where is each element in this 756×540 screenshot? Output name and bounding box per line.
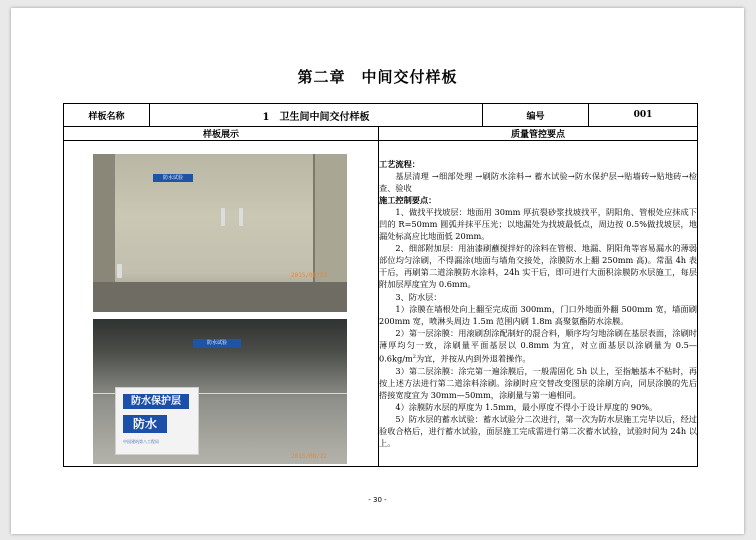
process-text: 基层清理 →细部处理 →刷防水涂料→ 蓄水试验→防水保护层→贴墙砖→贴地砖→检查、验收 [379,170,697,193]
waterproof-sign: 防水 [123,415,167,433]
document-page [11,8,744,534]
photo-cell [64,141,379,467]
sample-name-label: 样板名称 [64,104,150,127]
sample-board-table [63,103,698,467]
waterproof-test-sign: 防水试验 [153,174,193,182]
number-label: 编号 [483,104,589,127]
quality-points-text [379,158,697,450]
display-column-header: 样板展示 [64,127,379,141]
column-header-row [64,127,698,141]
content-row [64,141,698,467]
spec-item-3-1: 1）涂膜在墙根处向上翻至完成面 300mm，门口外地面外翻 500mm 宽，墙面刷 200mm 宽，喷淋头周边 1.5m 范围内刷 1.8m 高聚氨酯防水涂膜。 [379,303,697,326]
spec-item-3-2: 2）第一层涂膜：用滚刷刮涂配制好的混合料，顺序均匀地涂刷在基层表面，涂刷时薄厚均匀一致，涂刷量平面基层以 0.8mm 为宜，对立面基层以涂刷量为 $0.5—0.6kg/m^2$为宜，并按从内到外退着操作。 [379,327,697,364]
spec-paragraph-2: 2、细部附加层：用油漆刷蘸搅拌好的涂料在管根、地漏、阴阳角等容易漏水的薄弱部位均匀涂刷，不得漏涂(地面与墙角交接处，涂膜防水上翻 250mm 高)。常温 4h 表干后，再刷第二道涂膜防水涂料，24h 实干后，即可进行大面积涂膜防水层施工，每层附加层厚度宜为 0.6mm。 [379,243,697,290]
number-value: 001 [589,104,698,127]
table-header-row [64,104,698,127]
page-number: - 30 - [368,496,387,504]
spec-item-3-3: 3）第二层涂膜：涂完第一遍涂膜后，一般需固化 5h 以上，至指触基本不粘时，再按上述方法进行第二道涂料涂刷。涂刷时应交替改变图层的涂刷方向，同层涂膜的先后搭接宽度宜为 30mm—50mm，涂刷量与第一遍相同。 [379,365,697,401]
pipe-fitting-icon [221,208,225,226]
control-points-title: 施工控制要点： [379,194,437,205]
date-stamp: 2015/08/22 [291,452,328,460]
spec-item-3-4: 4）涂膜防水层的厚度为 1.5mm，最小厚度不得小于设计厚度的 90%。 [395,402,658,413]
bathroom-wall-photo [93,154,347,312]
chapter-title: 第二章 中间交付样板 [297,68,458,86]
quality-points-cell [379,141,698,467]
spec-paragraph-3: 3、防水层： [395,291,442,302]
pipe-fitting-icon [117,264,122,278]
bathroom-floor-photo [93,319,347,464]
date-stamp: 2015/08/22 [291,271,328,279]
sample-name-value: 1 卫生间中间交付样板 [150,104,483,127]
company-caption: 中国建筑第八工程局 [123,438,159,444]
pipe-fitting-icon [239,208,243,226]
quality-column-header: 质量管控要点 [379,127,698,141]
process-title: 工艺流程： [379,158,420,169]
waterproof-test-sign: 防水试验 [193,339,241,348]
spec-paragraph-1: 1、做找平找坡层：地面用 30mm 厚抗裂砂浆找坡找平，阴阳角、管根处应抹成下凹的 R=50mm 圆弧并抹平压光；以地漏处为找坡最低点，周边按 0.5%做找坡层，地漏处标高应比地面低 20mm。 [379,206,697,242]
spec-item-3-5: 5）防水层的蓄水试验：蓄水试验分二次进行，第一次为防水层施工完毕以后，经过验收合格后，进行蓄水试验，面层施工完成需进行第二次蓄水试验，试验时间为 24h 以上。 [379,414,697,449]
waterproof-protection-sign: 防水保护层 [123,394,189,409]
